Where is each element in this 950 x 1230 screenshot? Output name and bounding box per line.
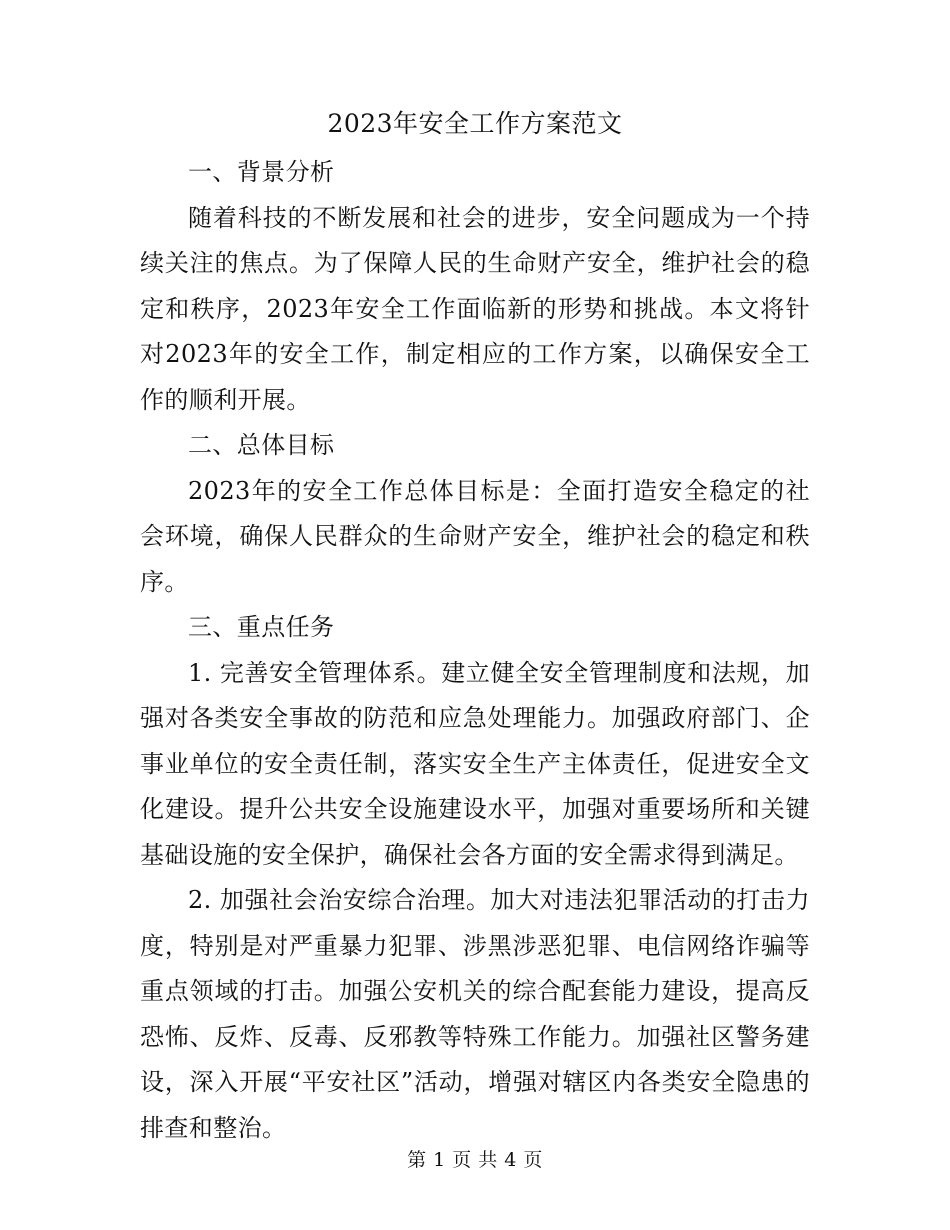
document-title: 2023年安全工作方案范文 [327,109,623,138]
paragraph-background: 随着科技的不断发展和社会的进步，安全问题成为一个持续关注的焦点。为了保障人民的生命财产安全，维护社会的稳定和秩序，2023年安全工作面临新的形势和挑战。本文将针对2023年的安全工作，制定相应的工作方案，以确保安全工作的顺利开展。 [140,203,810,414]
section-heading-background: 一、背景分析 [188,158,335,186]
section-heading-goals: 二、总体目标 [188,431,335,459]
paragraph-task-1: 1. 完善安全管理体系。建立健全安全管理制度和法规，加强对各类安全事故的防范和应急处理能力。加强政府部门、企事业单位的安全责任制，落实安全生产主体责任，促进安全文化建设。提升公共安全设施建设水平，加强对重要场所和关键基础设施的安全保护，确保社会各方面的安全需求得到满足。 [140,658,810,869]
document-body [140,150,810,1151]
section-heading-tasks: 三、重点任务 [188,613,335,641]
paragraph-task-2: 2. 加强社会治安综合治理。加大对违法犯罪活动的打击力度，特别是对严重暴力犯罪、涉黑涉恶犯罪、电信网络诈骗等重点领域的打击。加强公安机关的综合配套能力建设，提高反恐怖、反炸、反毒、反邪教等特殊工作能力。加强社区警务建设，深入开展“平安社区”活动，增强对辖区内各类安全隐患的排查和整治。 [140,886,810,1142]
page-number-footer: 第 1 页 共 4 页 [407,1149,543,1171]
paragraph-goals: 2023年的安全工作总体目标是：全面打造安全稳定的社会环境，确保人民群众的生命财产安全，维护社会的稳定和秩序。 [140,476,810,596]
